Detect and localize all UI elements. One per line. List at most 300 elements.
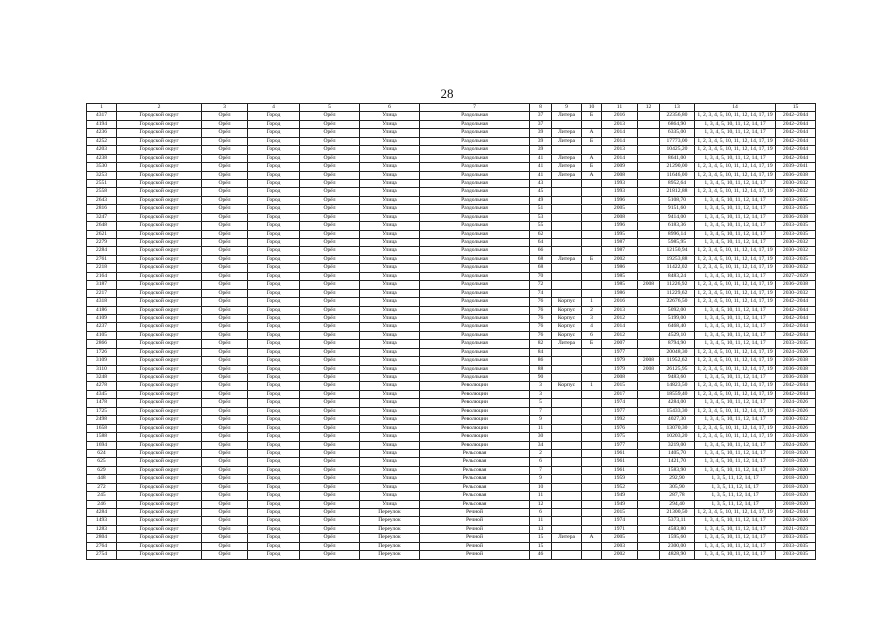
street-type-cell: Улица (360, 120, 420, 128)
repair-period-cell: 2042–2044 (776, 129, 816, 137)
table-row (87, 542, 816, 550)
street-name-cell: Раздольная (420, 137, 530, 145)
building-designation-cell (552, 196, 582, 204)
municipality-name-cell: Орёл (202, 509, 248, 517)
works-list-cell: 1, 3, 4, 5, 10, 11, 12, 14, 17 (695, 466, 776, 474)
municipality-name-cell: Орёл (202, 365, 248, 373)
reconstruction-year-cell (638, 179, 660, 187)
building-designation-cell (552, 517, 582, 525)
building-number-cell (582, 374, 602, 382)
works-list-cell: 1, 3, 5, 11, 12, 14, 17 (695, 475, 776, 483)
table-row (87, 323, 816, 331)
repair-period-cell: 2027–2029 (776, 272, 816, 280)
municipality-type-cell: Городской округ (117, 390, 202, 398)
build-year-cell: 2005 (602, 205, 638, 213)
settlement-type-cell: Город (248, 163, 300, 171)
house-number-cell: 11 (530, 492, 552, 500)
street-type-cell: Улица (360, 230, 420, 238)
column-header-15: 15 (776, 104, 816, 112)
settlement-type-cell: Город (248, 416, 300, 424)
reconstruction-year-cell: 2008 (638, 357, 660, 365)
settlement-name-cell: Орёл (300, 213, 360, 221)
street-name-cell: Речной (420, 551, 530, 559)
works-list-cell: 1, 3, 4, 5, 10, 11, 12, 14, 17 (695, 449, 776, 457)
house-number-cell: 88 (530, 365, 552, 373)
settlement-name-cell: Орёл (300, 179, 360, 187)
municipality-type-cell: Городской округ (117, 255, 202, 263)
street-name-cell: Раздольная (420, 348, 530, 356)
settlement-name-cell: Орёл (300, 416, 360, 424)
build-year-cell: 2017 (602, 390, 638, 398)
works-list-cell: 1, 3, 4, 5, 10, 11, 12, 14, 17 (695, 120, 776, 128)
building-number-cell (582, 517, 602, 525)
repair-period-cell: 2033–2035 (776, 340, 816, 348)
municipality-type-cell: Городской округ (117, 407, 202, 415)
house-number-cell: 90 (530, 374, 552, 382)
municipality-name-cell: Орёл (202, 441, 248, 449)
settlement-name-cell: Орёл (300, 171, 360, 179)
record-id-cell: 2551 (87, 179, 117, 187)
settlement-type-cell: Город (248, 365, 300, 373)
street-type-cell: Улица (360, 475, 420, 483)
repair-period-cell: 2042–2044 (776, 323, 816, 331)
building-designation-cell: Литера (552, 129, 582, 137)
municipality-type-cell: Городской округ (117, 551, 202, 559)
street-type-cell: Улица (360, 281, 420, 289)
record-id-cell: 2754 (87, 551, 117, 559)
municipality-name-cell: Орёл (202, 272, 248, 280)
works-list-cell: 1, 2, 3, 4, 5, 10, 11, 12, 14, 17, 19 (695, 247, 776, 255)
building-number-cell: А (582, 154, 602, 162)
repair-period-cell: 2033–2035 (776, 230, 816, 238)
house-number-cell: 37 (530, 120, 552, 128)
repair-period-cell: 2033–2035 (776, 222, 816, 230)
street-type-cell: Улица (360, 492, 420, 500)
works-list-cell: 1, 3, 5, 11, 12, 14, 17 (695, 500, 776, 508)
works-list-cell: 1, 2, 3, 4, 5, 10, 11, 12, 14, 17, 19 (695, 433, 776, 441)
street-type-cell: Переулок (360, 551, 420, 559)
municipality-type-cell: Городской округ (117, 205, 202, 213)
table-row (87, 466, 816, 474)
build-year-cell: 1952 (602, 483, 638, 491)
total-area-cell: 6183,36 (660, 222, 695, 230)
settlement-name-cell: Орёл (300, 424, 360, 432)
works-list-cell: 1, 3, 4, 5, 10, 11, 12, 14, 17 (695, 331, 776, 339)
build-year-cell: 1949 (602, 492, 638, 500)
municipality-type-cell: Городской округ (117, 222, 202, 230)
total-area-cell: 8483,24 (660, 272, 695, 280)
repair-period-cell: 2018–2020 (776, 500, 816, 508)
building-number-cell: А (582, 129, 602, 137)
street-name-cell: Рельсовая (420, 449, 530, 457)
street-type-cell: Улица (360, 171, 420, 179)
street-type-cell: Улица (360, 247, 420, 255)
record-id-cell: 1478 (87, 399, 117, 407)
table-row (87, 483, 816, 491)
settlement-name-cell: Орёл (300, 255, 360, 263)
repair-period-cell: 2036–2038 (776, 374, 816, 382)
building-designation-cell (552, 509, 582, 517)
record-id-cell: 2804 (87, 534, 117, 542)
table-row (87, 205, 816, 213)
repair-period-cell: 2042–2044 (776, 390, 816, 398)
total-area-cell: 8952,64 (660, 179, 695, 187)
settlement-name-cell: Орёл (300, 365, 360, 373)
works-list-cell: 1, 2, 3, 4, 5, 10, 11, 12, 14, 17, 19 (695, 348, 776, 356)
settlement-type-cell: Город (248, 399, 300, 407)
municipality-name-cell: Орёл (202, 163, 248, 171)
building-designation-cell (552, 466, 582, 474)
settlement-type-cell: Город (248, 492, 300, 500)
building-designation-cell: Литера (552, 112, 582, 120)
reconstruction-year-cell (638, 120, 660, 128)
reconstruction-year-cell (638, 500, 660, 508)
municipality-type-cell: Городской округ (117, 340, 202, 348)
building-number-cell (582, 433, 602, 441)
record-id-cell: 2866 (87, 340, 117, 348)
municipality-type-cell: Городской округ (117, 500, 202, 508)
works-list-cell: 1, 3, 4, 5, 10, 11, 12, 14, 17 (695, 129, 776, 137)
municipality-name-cell: Орёл (202, 449, 248, 457)
works-list-cell: 1, 3, 4, 5, 10, 11, 12, 14, 17 (695, 374, 776, 382)
street-name-cell: Революции (420, 416, 530, 424)
total-area-cell: 1595,60 (660, 534, 695, 542)
settlement-type-cell: Город (248, 205, 300, 213)
building-designation-cell (552, 264, 582, 272)
repair-period-cell: 2033–2035 (776, 196, 816, 204)
build-year-cell: 2014 (602, 129, 638, 137)
building-number-cell (582, 146, 602, 154)
municipality-name-cell: Орёл (202, 542, 248, 550)
street-type-cell: Улица (360, 323, 420, 331)
house-number-cell: 76 (530, 306, 552, 314)
municipality-name-cell: Орёл (202, 281, 248, 289)
works-list-cell: 1, 3, 4, 5, 10, 11, 12, 14, 17 (695, 551, 776, 559)
municipality-type-cell: Городской округ (117, 374, 202, 382)
settlement-name-cell: Орёл (300, 525, 360, 533)
house-number-cell: 49 (530, 196, 552, 204)
municipality-type-cell: Городской округ (117, 458, 202, 466)
table-row (87, 163, 816, 171)
total-area-cell: 26125,95 (660, 365, 695, 373)
reconstruction-year-cell (638, 525, 660, 533)
settlement-name-cell: Орёл (300, 458, 360, 466)
record-id-cell: 4278 (87, 382, 117, 390)
building-designation-cell (552, 357, 582, 365)
settlement-type-cell: Город (248, 517, 300, 525)
street-name-cell: Раздольная (420, 171, 530, 179)
municipality-name-cell: Орёл (202, 466, 248, 474)
settlement-type-cell: Город (248, 247, 300, 255)
house-number-cell: 64 (530, 239, 552, 247)
building-number-cell: А (582, 171, 602, 179)
works-list-cell: 1, 3, 4, 5, 10, 11, 12, 14, 17 (695, 441, 776, 449)
street-name-cell: Революции (420, 399, 530, 407)
street-name-cell: Раздольная (420, 272, 530, 280)
repair-period-cell: 2024–2026 (776, 424, 816, 432)
total-area-cell: 6335,00 (660, 129, 695, 137)
record-id-cell: 2217 (87, 289, 117, 297)
settlement-type-cell: Город (248, 314, 300, 322)
column-header-14: 14 (695, 104, 776, 112)
building-number-cell (582, 230, 602, 238)
building-designation-cell: Литера (552, 340, 582, 348)
building-number-cell (582, 407, 602, 415)
record-id-cell: 3110 (87, 365, 117, 373)
street-name-cell: Раздольная (420, 298, 530, 306)
table-row (87, 247, 816, 255)
total-area-cell: 15433,30 (660, 407, 695, 415)
reconstruction-year-cell (638, 137, 660, 145)
house-number-cell: 9 (530, 475, 552, 483)
total-area-cell: 4828,90 (660, 551, 695, 559)
street-type-cell: Улица (360, 357, 420, 365)
street-name-cell: Речной (420, 509, 530, 517)
repair-period-cell: 2042–2044 (776, 331, 816, 339)
house-number-cell: 84 (530, 348, 552, 356)
street-type-cell: Переулок (360, 542, 420, 550)
build-year-cell: 2015 (602, 382, 638, 390)
house-number-cell: 76 (530, 298, 552, 306)
municipality-name-cell: Орёл (202, 188, 248, 196)
house-number-cell: 3 (530, 390, 552, 398)
table-row (87, 196, 816, 204)
settlement-name-cell: Орёл (300, 314, 360, 322)
record-id-cell: 1493 (87, 517, 117, 525)
settlement-type-cell: Город (248, 146, 300, 154)
house-number-cell: 30 (530, 433, 552, 441)
reconstruction-year-cell (638, 424, 660, 432)
build-year-cell: 2016 (602, 112, 638, 120)
table-row (87, 551, 816, 559)
settlement-name-cell: Орёл (300, 382, 360, 390)
municipality-name-cell: Орёл (202, 255, 248, 263)
table-row (87, 534, 816, 542)
build-year-cell: 1977 (602, 348, 638, 356)
works-list-cell: 1, 2, 3, 4, 5, 10, 11, 12, 14, 17, 19 (695, 188, 776, 196)
municipality-type-cell: Городской округ (117, 154, 202, 162)
street-type-cell: Улица (360, 188, 420, 196)
street-name-cell: Революции (420, 441, 530, 449)
municipality-type-cell: Городской округ (117, 171, 202, 179)
total-area-cell: 5373,11 (660, 517, 695, 525)
record-id-cell: 1694 (87, 441, 117, 449)
table-row (87, 272, 816, 280)
street-name-cell: Рельсовая (420, 466, 530, 474)
settlement-name-cell: Орёл (300, 272, 360, 280)
build-year-cell: 2002 (602, 551, 638, 559)
settlement-type-cell: Город (248, 222, 300, 230)
build-year-cell: 1996 (602, 196, 638, 204)
record-id-cell: 2621 (87, 230, 117, 238)
total-area-cell: 10203,20 (660, 433, 695, 441)
settlement-name-cell: Орёл (300, 433, 360, 441)
column-header-6: 6 (360, 104, 420, 112)
build-year-cell: 2008 (602, 171, 638, 179)
repair-period-cell: 2036–2038 (776, 281, 816, 289)
street-type-cell: Улица (360, 449, 420, 457)
building-designation-cell: Литера (552, 255, 582, 263)
column-header-11: 11 (602, 104, 638, 112)
reconstruction-year-cell (638, 264, 660, 272)
total-area-cell: 18559,40 (660, 390, 695, 398)
street-type-cell: Улица (360, 441, 420, 449)
house-number-cell: 9 (530, 416, 552, 424)
building-designation-cell: Корпус (552, 331, 582, 339)
municipality-type-cell: Городской округ (117, 230, 202, 238)
street-type-cell: Улица (360, 154, 420, 162)
municipality-type-cell: Городской округ (117, 314, 202, 322)
municipality-name-cell: Орёл (202, 298, 248, 306)
record-id-cell: 4317 (87, 112, 117, 120)
street-name-cell: Раздольная (420, 154, 530, 162)
house-number-cell: 7 (530, 466, 552, 474)
house-number-cell: 68 (530, 255, 552, 263)
municipality-type-cell: Городской округ (117, 357, 202, 365)
street-name-cell: Раздольная (420, 230, 530, 238)
street-name-cell: Речной (420, 542, 530, 550)
reconstruction-year-cell (638, 314, 660, 322)
municipality-name-cell: Орёл (202, 239, 248, 247)
repair-period-cell: 2024–2026 (776, 441, 816, 449)
house-number-cell: 3 (530, 382, 552, 390)
settlement-name-cell: Орёл (300, 407, 360, 415)
building-number-cell (582, 348, 602, 356)
building-number-cell (582, 492, 602, 500)
table-row (87, 340, 816, 348)
settlement-name-cell: Орёл (300, 509, 360, 517)
reconstruction-year-cell (638, 534, 660, 542)
street-name-cell: Раздольная (420, 314, 530, 322)
street-type-cell: Улица (360, 466, 420, 474)
house-number-cell: 6 (530, 509, 552, 517)
record-id-cell: 3187 (87, 281, 117, 289)
build-year-cell: 2009 (602, 163, 638, 171)
column-header-13: 13 (660, 104, 695, 112)
record-id-cell: 2761 (87, 255, 117, 263)
municipality-type-cell: Городской округ (117, 213, 202, 221)
street-name-cell: Речной (420, 517, 530, 525)
settlement-name-cell: Орёл (300, 483, 360, 491)
street-name-cell: Рельсовая (420, 475, 530, 483)
table-row (87, 399, 816, 407)
repair-period-cell: 2033–2035 (776, 205, 816, 213)
works-list-cell: 1, 3, 4, 5, 10, 11, 12, 14, 17 (695, 205, 776, 213)
house-number-cell: 11 (530, 424, 552, 432)
settlement-type-cell: Город (248, 255, 300, 263)
reconstruction-year-cell (638, 458, 660, 466)
build-year-cell: 1976 (602, 424, 638, 432)
house-number-cell: 5 (530, 399, 552, 407)
column-header-10: 10 (582, 104, 602, 112)
repair-period-cell: 2024–2026 (776, 399, 816, 407)
municipality-type-cell: Городской округ (117, 298, 202, 306)
building-designation-cell (552, 213, 582, 221)
settlement-type-cell: Город (248, 306, 300, 314)
street-type-cell: Улица (360, 483, 420, 491)
settlement-type-cell: Город (248, 196, 300, 204)
build-year-cell: 1961 (602, 458, 638, 466)
settlement-name-cell: Орёл (300, 390, 360, 398)
street-name-cell: Раздольная (420, 129, 530, 137)
settlement-name-cell: Орёл (300, 196, 360, 204)
settlement-type-cell: Город (248, 466, 300, 474)
works-list-cell: 1, 3, 4, 5, 10, 11, 12, 14, 17 (695, 222, 776, 230)
housing-register-table (86, 103, 816, 560)
street-type-cell: Улица (360, 272, 420, 280)
works-list-cell: 1, 3, 4, 5, 10, 11, 12, 14, 17 (695, 196, 776, 204)
municipality-name-cell: Орёл (202, 247, 248, 255)
street-type-cell: Улица (360, 163, 420, 171)
table-row (87, 458, 816, 466)
table-row (87, 120, 816, 128)
table-row (87, 129, 816, 137)
street-type-cell: Улица (360, 112, 420, 120)
street-name-cell: Раздольная (420, 179, 530, 187)
settlement-name-cell: Орёл (300, 289, 360, 297)
municipality-type-cell: Городской округ (117, 120, 202, 128)
total-area-cell: 294,40 (660, 500, 695, 508)
settlement-type-cell: Город (248, 551, 300, 559)
works-list-cell: 1, 3, 5, 11, 12, 14, 17 (695, 483, 776, 491)
settlement-name-cell: Орёл (300, 230, 360, 238)
municipality-name-cell: Орёл (202, 551, 248, 559)
table-row (87, 525, 816, 533)
municipality-name-cell: Орёл (202, 399, 248, 407)
repair-period-cell: 2042–2044 (776, 382, 816, 390)
build-year-cell: 2012 (602, 331, 638, 339)
settlement-name-cell: Орёл (300, 247, 360, 255)
record-id-cell: 2643 (87, 196, 117, 204)
building-number-cell (582, 416, 602, 424)
building-number-cell (582, 289, 602, 297)
works-list-cell: 1, 2, 3, 4, 5, 10, 11, 12, 14, 17, 19 (695, 289, 776, 297)
settlement-type-cell: Город (248, 500, 300, 508)
house-number-cell: 66 (530, 247, 552, 255)
street-name-cell: Раздольная (420, 213, 530, 221)
building-number-cell: 4 (582, 323, 602, 331)
total-area-cell: 4027,30 (660, 416, 695, 424)
build-year-cell: 1975 (602, 433, 638, 441)
building-designation-cell (552, 483, 582, 491)
building-number-cell (582, 483, 602, 491)
record-id-cell: 2558 (87, 188, 117, 196)
reconstruction-year-cell (638, 466, 660, 474)
build-year-cell: 2014 (602, 323, 638, 331)
building-number-cell (582, 365, 602, 373)
municipality-type-cell: Городской округ (117, 433, 202, 441)
settlement-type-cell: Город (248, 534, 300, 542)
municipality-name-cell: Орёл (202, 357, 248, 365)
settlement-name-cell: Орёл (300, 551, 360, 559)
municipality-type-cell: Городской округ (117, 382, 202, 390)
settlement-name-cell: Орёл (300, 154, 360, 162)
building-number-cell (582, 120, 602, 128)
building-number-cell (582, 458, 602, 466)
repair-period-cell: 2042–2044 (776, 112, 816, 120)
settlement-name-cell: Орёл (300, 112, 360, 120)
total-area-cell: 11646,00 (660, 171, 695, 179)
build-year-cell: 1993 (602, 188, 638, 196)
repair-period-cell: 2030–2032 (776, 289, 816, 297)
street-type-cell: Переулок (360, 517, 420, 525)
table-row (87, 407, 816, 415)
total-area-cell: 21812,88 (660, 188, 695, 196)
street-name-cell: Раздольная (420, 205, 530, 213)
municipality-name-cell: Орёл (202, 129, 248, 137)
record-id-cell: 1588 (87, 433, 117, 441)
table-row (87, 390, 816, 398)
